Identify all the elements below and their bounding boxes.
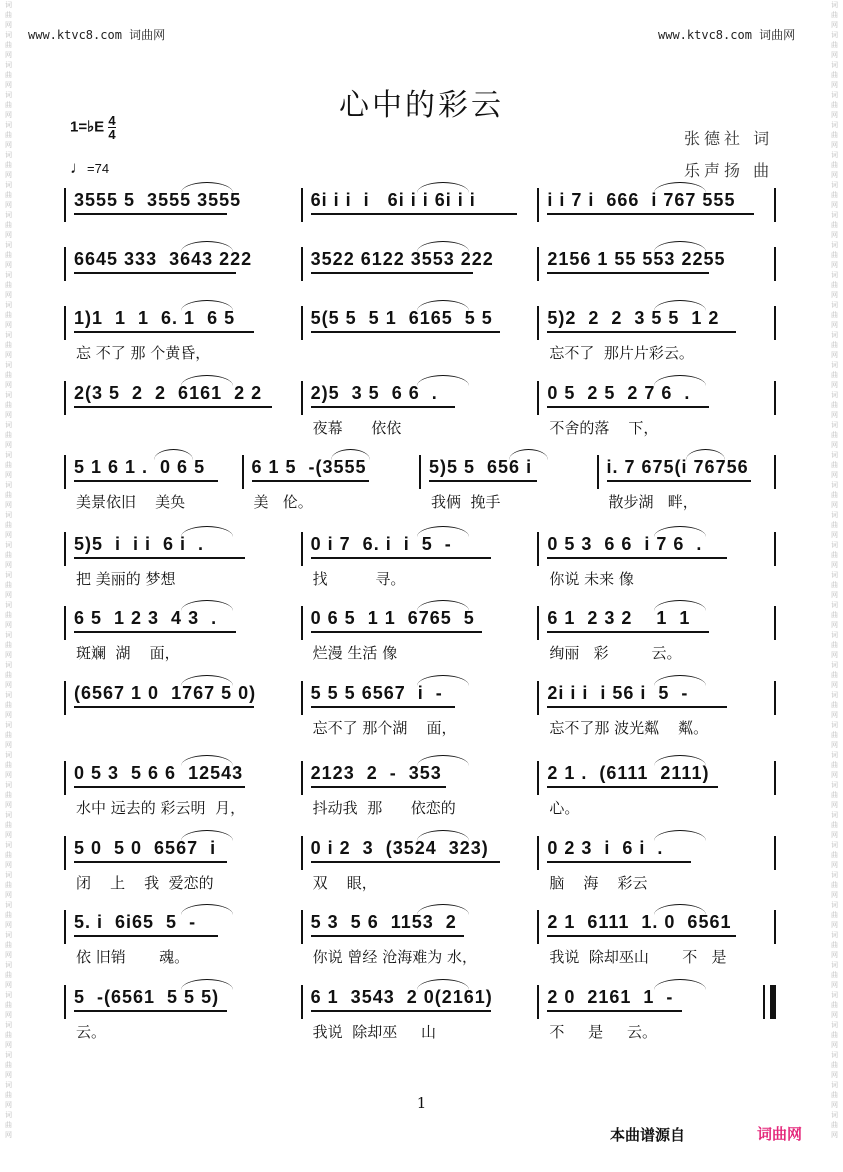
beam-underline xyxy=(74,480,218,482)
beam-underline xyxy=(74,631,236,633)
measure-notation: 2 1 . (6111 2111) xyxy=(547,763,710,783)
lyric-line: 忘不了 那片片彩云。 xyxy=(549,344,694,362)
beam-underline xyxy=(311,935,464,937)
bar-line xyxy=(774,761,776,795)
beam-underline xyxy=(74,706,254,708)
lyric-line: 心。 xyxy=(549,799,580,817)
measure-notation: 5)5 5 656 i xyxy=(429,457,533,477)
bar-line xyxy=(419,455,421,489)
bar-line xyxy=(774,455,776,489)
quarter-note-icon: ♩ xyxy=(70,158,87,177)
beam-underline xyxy=(74,213,227,215)
bar-line xyxy=(537,761,539,795)
measure-notation: (6567 1 0 1767 5 0) xyxy=(74,683,257,703)
beam-underline xyxy=(74,786,245,788)
key-label: 1=♭E xyxy=(70,118,105,136)
beam-underline xyxy=(74,935,218,937)
measure-notation: 1)1 1 1 6. 1 6 5 xyxy=(74,308,236,328)
tie-arc xyxy=(654,904,706,915)
tie-arc xyxy=(331,449,370,460)
lyric-line: 你说 曾经 沧海难为 水， xyxy=(312,948,477,966)
final-thin-barline xyxy=(763,985,765,1019)
beam-underline xyxy=(607,480,751,482)
song-title: 心中的彩云 xyxy=(339,88,504,123)
beam-underline xyxy=(547,1010,682,1012)
lyric-line: 我俩 挽手 xyxy=(431,493,501,511)
measure-notation: 3522 6122 3553 222 xyxy=(310,249,494,269)
measure-notation: i. 7 675(i 76756 xyxy=(606,457,749,477)
measure-notation: 0 5 2 5 2 7 6 . xyxy=(547,383,691,403)
tie-arc xyxy=(417,675,469,686)
beam-underline xyxy=(252,480,369,482)
tie-arc xyxy=(154,449,193,460)
beam-underline xyxy=(547,557,727,559)
bar-line xyxy=(301,606,303,640)
beam-underline xyxy=(74,861,227,863)
tie-arc xyxy=(654,755,706,766)
bar-line xyxy=(301,910,303,944)
meter-denominator: 4 xyxy=(108,127,116,142)
measure-notation: i i 7 i 666 i 767 555 xyxy=(547,190,736,210)
measure-notation: 0 6 5 1 1 6765 5 xyxy=(310,608,475,628)
tie-arc xyxy=(181,375,233,386)
tie-arc xyxy=(181,979,233,990)
bar-line xyxy=(301,381,303,415)
side-watermark-right: 词 曲 网 词 曲 网 词 曲 网 词 曲 网 词 曲 网 词 曲 网 词 曲 网 词 曲 网 词 曲 网 词 曲 网 词 曲 网 词 曲 网 词 曲 网 词 曲 网 词 曲 网 词 曲 网 词 曲 网 词 曲 网 词 曲 网 词 曲 网 词 曲 网 词 曲 网 词 曲 网 词 曲 网 词 曲 网 词 曲 网 词 曲 网 词 曲 网 词 曲 网 词 曲 网 词 曲 网 词 曲 网 词 曲 网 词 曲 网 词 曲 网 词 曲 网 词 曲 网 词 曲 网 xyxy=(831,1,838,1139)
measure-notation: 6 1 5 -(3555 xyxy=(251,457,367,477)
beam-underline xyxy=(74,1010,227,1012)
tie-arc xyxy=(654,375,706,386)
tie-arc xyxy=(417,182,469,193)
bar-line xyxy=(537,910,539,944)
tie-arc xyxy=(654,300,706,311)
lyric-line: 斑斓 湖 面， xyxy=(76,644,180,662)
beam-underline xyxy=(74,406,272,408)
bar-line xyxy=(774,188,776,222)
measure-notation: 6645 333 3643 222 xyxy=(74,249,253,269)
beam-underline xyxy=(547,861,691,863)
lyric-line: 美景依旧 美奂 xyxy=(76,493,186,511)
beam-underline xyxy=(547,631,709,633)
beam-underline xyxy=(311,631,482,633)
tie-arc xyxy=(181,526,233,537)
tie-arc xyxy=(509,449,548,460)
tie-arc xyxy=(181,241,233,252)
measure-notation: 2 0 2161 1 - xyxy=(547,987,674,1007)
tie-arc xyxy=(417,904,469,915)
bar-line xyxy=(774,532,776,566)
bar-line xyxy=(537,532,539,566)
beam-underline xyxy=(311,557,491,559)
lyric-line: 忘不了 那个湖 面， xyxy=(312,719,457,737)
time-signature xyxy=(108,114,115,141)
lyric-line: 抖动我 那 依恋的 xyxy=(312,799,456,817)
beam-underline xyxy=(547,331,736,333)
measure-notation: 2)5 3 5 6 6 . xyxy=(310,383,438,403)
beam-underline xyxy=(311,331,500,333)
tie-arc xyxy=(654,526,706,537)
measure-notation: 5 -(6561 5 5 5) xyxy=(74,987,220,1007)
bar-line xyxy=(537,681,539,715)
measure-notation: 5 1 6 1 . 0 6 5 xyxy=(74,457,206,477)
beam-underline xyxy=(74,557,245,559)
meter-numerator: 4 xyxy=(108,113,116,128)
measure-notation: 0 2 3 i 6 i . xyxy=(547,838,664,858)
lyric-line: 双 眼， xyxy=(312,874,377,892)
bar-line xyxy=(301,681,303,715)
lyricist-credit: 张德社 词 xyxy=(684,129,774,148)
bar-line xyxy=(301,306,303,340)
tie-arc xyxy=(686,449,725,460)
lyric-line: 我说 除却巫山 不 是 xyxy=(549,948,727,966)
tie-arc xyxy=(181,675,233,686)
bar-line xyxy=(301,761,303,795)
beam-underline xyxy=(311,406,455,408)
bar-line xyxy=(242,455,244,489)
bar-line xyxy=(774,681,776,715)
tie-arc xyxy=(654,830,706,841)
beam-underline xyxy=(311,1010,491,1012)
beam-underline xyxy=(74,331,254,333)
bar-line xyxy=(537,247,539,281)
bar-line xyxy=(64,836,66,870)
measure-notation: 6 5 1 2 3 4 3 . xyxy=(74,608,218,628)
tie-arc xyxy=(417,241,469,252)
tie-arc xyxy=(654,241,706,252)
bar-line xyxy=(301,188,303,222)
beam-underline xyxy=(311,706,455,708)
lyric-line: 美 伦。 xyxy=(253,493,313,511)
lyric-line: 烂漫 生活 像 xyxy=(312,644,398,662)
lyric-line: 你说 未来 像 xyxy=(549,570,634,588)
side-watermark-left: 词 曲 网 词 曲 网 词 曲 网 词 曲 网 词 曲 网 词 曲 网 词 曲 网 词 曲 网 词 曲 网 词 曲 网 词 曲 网 词 曲 网 词 曲 网 词 曲 网 词 曲 网 词 曲 网 词 曲 网 词 曲 网 词 曲 网 词 曲 网 词 曲 网 词 曲 网 词 曲 网 词 曲 网 词 曲 网 词 曲 网 词 曲 网 词 曲 网 词 曲 网 词 曲 网 词 曲 网 词 曲 网 词 曲 网 词 曲 网 词 曲 网 词 曲 网 词 曲 网 词 曲 网 xyxy=(5,1,12,1139)
bar-line xyxy=(537,836,539,870)
tie-arc xyxy=(181,600,233,611)
measure-notation: 0 5 3 6 6 i 7 6 . xyxy=(547,534,703,554)
tie-arc xyxy=(654,600,706,611)
brand-logo: 词曲网 xyxy=(757,1125,803,1143)
beam-underline xyxy=(547,706,727,708)
bar-line xyxy=(64,761,66,795)
bar-line xyxy=(64,455,66,489)
composer-credit: 乐声扬 曲 xyxy=(684,161,774,180)
bar-line xyxy=(64,306,66,340)
bar-line xyxy=(774,306,776,340)
key-signature xyxy=(70,114,116,141)
tie-arc xyxy=(654,182,706,193)
measure-notation: 0 i 7 6. i i 5 - xyxy=(310,534,452,554)
source-label: 本曲谱源自 xyxy=(610,1126,686,1144)
tie-arc xyxy=(417,830,469,841)
measure-notation: 2i i i i 56 i 5 - xyxy=(547,683,689,703)
beam-underline xyxy=(74,272,236,274)
beam-underline xyxy=(547,406,709,408)
lyric-line: 把 美丽的 梦想 xyxy=(76,570,176,588)
measure-notation: 6 1 3543 2 0(2161) xyxy=(310,987,493,1007)
beam-underline xyxy=(547,786,718,788)
bar-line xyxy=(64,188,66,222)
bar-line xyxy=(774,606,776,640)
lyric-line: 水中 远去的 彩云明 月， xyxy=(76,799,246,817)
lyric-line: 绚丽 彩 云。 xyxy=(549,644,682,662)
measure-notation: 2156 1 55 553 2255 xyxy=(547,249,726,269)
tie-arc xyxy=(417,755,469,766)
lyric-line: 夜幕 依依 xyxy=(312,419,402,437)
beam-underline xyxy=(547,213,754,215)
tie-arc xyxy=(181,830,233,841)
tie-arc xyxy=(181,182,233,193)
lyric-line: 散步湖 畔， xyxy=(608,493,698,511)
lyric-line: 闭 上 我 爱恋的 xyxy=(76,874,214,892)
beam-underline xyxy=(311,786,446,788)
measure-notation: 6 1 2 3 2 1 1 xyxy=(547,608,691,628)
measure-notation: 5 5 5 6567 i - xyxy=(310,683,443,703)
lyric-line: 脑 海 彩云 xyxy=(549,874,648,892)
bar-line xyxy=(301,532,303,566)
measure-notation: 2 1 6111 1. 0 6561 xyxy=(547,912,732,932)
tie-arc xyxy=(181,755,233,766)
tie-arc xyxy=(417,526,469,537)
measure-notation: 6i i i i 6i i i 6i i i xyxy=(310,190,476,210)
measure-notation: 2123 2 - 353 xyxy=(310,763,442,783)
bar-line xyxy=(64,681,66,715)
measure-notation: 5 0 5 0 6567 i xyxy=(74,838,217,858)
watermark-url-right: www.ktvc8.com 词曲网 xyxy=(658,28,796,42)
tie-arc xyxy=(417,979,469,990)
bar-line xyxy=(301,247,303,281)
measure-notation: 0 5 3 5 6 6 12543 xyxy=(74,763,244,783)
bar-line xyxy=(774,836,776,870)
beam-underline xyxy=(547,935,736,937)
bar-line xyxy=(537,188,539,222)
beam-underline xyxy=(311,861,500,863)
measure-notation: 2(3 5 2 2 6161 2 2 xyxy=(74,383,263,403)
measure-notation: 3555 5 3555 3555 xyxy=(74,190,242,210)
bar-line xyxy=(774,985,776,1019)
bar-line xyxy=(301,836,303,870)
final-barline xyxy=(770,985,774,1019)
page-number: 1 xyxy=(416,1094,427,1112)
watermark-url-left: www.ktvc8.com 词曲网 xyxy=(28,28,166,42)
bar-line xyxy=(64,381,66,415)
bar-line xyxy=(64,985,66,1019)
bar-line xyxy=(64,910,66,944)
tempo-value: =74 xyxy=(87,161,110,176)
tie-arc xyxy=(181,904,233,915)
bar-line xyxy=(597,455,599,489)
bar-line xyxy=(537,606,539,640)
lyric-line: 忘不了那 波光粼 粼。 xyxy=(549,719,709,737)
lyric-line: 不舍的落 下， xyxy=(549,419,659,437)
lyric-line: 忘 不了 那 个黄昏， xyxy=(76,344,211,362)
beam-underline xyxy=(547,272,709,274)
measure-notation: 5(5 5 5 1 6165 5 5 xyxy=(310,308,493,328)
bar-line xyxy=(774,910,776,944)
measure-notation: 5)2 2 2 3 5 5 1 2 xyxy=(547,308,720,328)
bar-line xyxy=(537,985,539,1019)
beam-underline xyxy=(429,480,537,482)
measure-notation: 0 i 2 3 (3524 323) xyxy=(310,838,489,858)
lyric-line: 云。 xyxy=(76,1023,107,1041)
tempo-marking xyxy=(70,158,109,178)
lyric-line: 不 是 云。 xyxy=(549,1023,658,1041)
bar-line xyxy=(64,532,66,566)
bar-line xyxy=(64,606,66,640)
bar-line xyxy=(774,247,776,281)
measure-notation: 5 3 5 6 1153 2 xyxy=(310,912,457,932)
lyric-line: 找 寻。 xyxy=(312,570,406,588)
beam-underline xyxy=(311,272,473,274)
tie-arc xyxy=(417,600,469,611)
bar-line xyxy=(537,306,539,340)
bar-line xyxy=(774,381,776,415)
measure-notation: 5)5 i i i 6 i . xyxy=(74,534,205,554)
bar-line xyxy=(64,247,66,281)
beam-underline xyxy=(311,213,518,215)
tie-arc xyxy=(417,375,469,386)
tie-arc xyxy=(654,675,706,686)
tie-arc xyxy=(417,300,469,311)
lyric-line: 我说 除却巫 山 xyxy=(312,1023,437,1041)
bar-line xyxy=(537,381,539,415)
bar-line xyxy=(301,985,303,1019)
measure-notation: 5. i 6i65 5 - xyxy=(74,912,197,932)
tie-arc xyxy=(654,979,706,990)
tie-arc xyxy=(181,300,233,311)
lyric-line: 依 旧销 魂。 xyxy=(76,948,190,966)
